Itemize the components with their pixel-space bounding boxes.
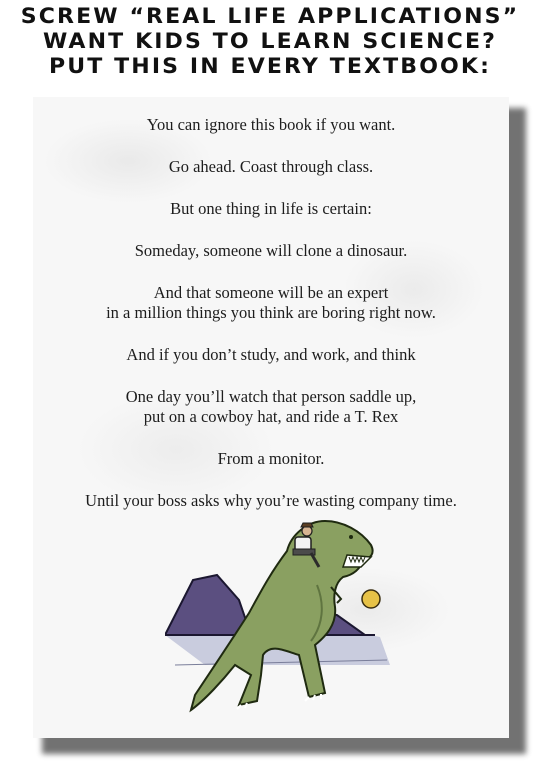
text-line-9: put on a cowboy hat, and ride a T. Rex — [143, 407, 399, 426]
text-line-11: Until your boss asks why you’re wasting company time. — [85, 491, 457, 510]
text-line-10: From a monitor. — [217, 449, 325, 468]
text-line-6: in a million things you think are boring right now. — [106, 303, 436, 322]
text-line-3: But one thing in life is certain: — [170, 199, 372, 218]
textbook-page — [33, 97, 509, 738]
dinosaur-illustration — [165, 515, 390, 713]
title-line-2: WANT KIDS TO LEARN SCIENCE? — [43, 29, 497, 53]
t-rex-eye — [349, 535, 353, 539]
text-line-1: You can ignore this book if you want. — [146, 115, 396, 134]
text-line-2: Go ahead. Coast through class. — [168, 157, 374, 176]
text-line-5: And that someone will be an expert — [153, 283, 389, 302]
text-line-4: Someday, someone will clone a dinosaur. — [134, 241, 408, 260]
title-line-1: SCREW “REAL LIFE APPLICATIONS” — [20, 4, 520, 28]
text-line-8: One day you’ll watch that person saddle up, — [125, 387, 417, 406]
comic-title — [0, 4, 540, 79]
text-line-7: And if you don’t study, and work, and think — [126, 345, 416, 364]
page-text — [33, 115, 509, 511]
title-line-3: PUT THIS IN EVERY TEXTBOOK: — [48, 54, 492, 78]
sun — [362, 590, 380, 608]
mountain-left — [165, 575, 251, 635]
